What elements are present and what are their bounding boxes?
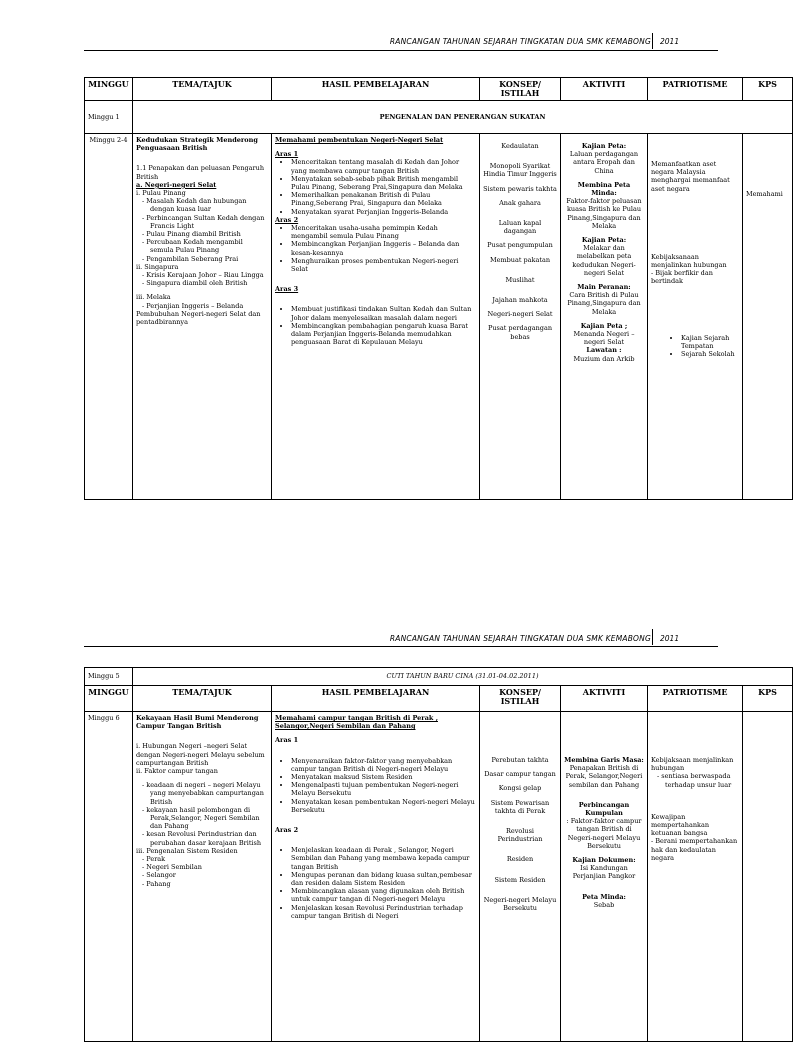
- list-item: • Menyatakan kesan pembentukan Negeri-negeri Melayu Bersekutu: [291, 798, 476, 814]
- tema-list: [136, 855, 268, 888]
- aktiviti-title: Perbincangan Kumpulan: [578, 800, 630, 818]
- list-item: • Mengenalpasti tujuan pembentukan Negeri-negeri Melayu Bersekutu: [291, 781, 476, 797]
- tema-cell: [133, 712, 272, 1042]
- aras-heading: Aras 3: [275, 285, 299, 294]
- table-row: [85, 134, 793, 500]
- patriotisme-text: Kebijaksanaan menjalinkan hubungan: [651, 252, 727, 270]
- aktiviti-cell: [561, 712, 648, 1042]
- aktiviti-title: Peta Minda:: [582, 892, 626, 901]
- week-cell: Minggu 1: [85, 101, 133, 134]
- col-header-konsep: KONSEP/ ISTILAH: [480, 686, 561, 712]
- tema-subheading: i. Pulau Pinang: [136, 189, 186, 198]
- col-header-kps: KPS: [743, 686, 793, 712]
- patriotisme-text: Memanfaatkan aset negara Malaysia menghargai memanfaat aset negara: [651, 160, 730, 193]
- konsep-item: Dasar campur tangan: [484, 770, 556, 779]
- list-item: - Perbincangan Sultan Kedah dengan Francis Light: [150, 214, 268, 230]
- table-header-row: [85, 78, 793, 101]
- list-item: • Membincangkan alasan yang digunakan oleh British untuk campur tangan di Negeri-negeri Melayu: [291, 887, 476, 903]
- tema-text: Pembubuhan Negeri-negeri Selat dan pentadbirannya: [136, 309, 261, 327]
- header-separator: [652, 33, 653, 49]
- col-header-patriotisme: PATRIOTISME: [648, 686, 743, 712]
- list-item: - Krisis Kerajaan Johor – Riau Lingga: [150, 271, 268, 279]
- list-item: - Percubaan Kedah mengambil semula Pulau Pinang: [150, 238, 268, 254]
- list-item: • Sejarah Sekolah: [681, 350, 739, 358]
- page-header-title: RANCANGAN TAHUNAN SEJARAH TINGKATAN DUA SMK KEMABONG: [389, 37, 651, 46]
- aktiviti-text: Faktor-faktor peluasan kuasa British ke Pulau Pinang,Singapura dan Melaka: [566, 197, 642, 230]
- hasil-list: [275, 846, 476, 920]
- aktiviti-title: Lawatan :: [586, 346, 622, 355]
- list-item: - Selangor: [150, 871, 268, 879]
- list-item: • Menceritakan usaha-usaha pemimpin Kedah mengambil semula Pulau Pinang: [291, 224, 476, 240]
- week-cell: Minggu 6: [85, 712, 133, 1042]
- konsep-item: Pusat perdagangan bebas: [487, 324, 553, 341]
- tema-subheading: ii. Singapura: [136, 262, 179, 271]
- aktiviti-text: Muzium dan Arkib: [573, 354, 635, 363]
- list-item: Tempatan: [681, 341, 714, 350]
- header-rule: [84, 50, 718, 51]
- list-item: • Menyatakan sebab-sebab pihak British mengambil Pulau Pinang, Seberang Prai,Singapura dan Melaka: [291, 175, 476, 191]
- kps-cell: [743, 134, 793, 500]
- list-item: • Kajian Sejarah: [681, 334, 739, 342]
- list-item: • Menjelaskan kesan Revolusi Perindustrian terhadap campur tangan British di Negeri: [291, 904, 476, 920]
- hasil-title: Memahami campur tangan British di Perak , Selangor,Negeri Sembilan dan Pahang: [275, 714, 438, 731]
- header-separator: [652, 629, 653, 645]
- patriotisme-cell: [648, 134, 743, 500]
- aktiviti-text: : Faktor-faktor campur tangan British di Negeri-negeri Melayu Bersekutu: [566, 817, 642, 850]
- table-row: [85, 101, 793, 134]
- tema-subheading: a. Negeri-negeri Selat: [136, 180, 217, 189]
- aktiviti-cell: [561, 134, 648, 500]
- tema-title: Kedudukan Strategik Menderong Penguasaan British: [136, 136, 258, 153]
- list-item: - sentiasa berwaspada terhadap unsur luar: [665, 772, 739, 788]
- tema-list: [136, 781, 268, 847]
- kps-cell: [743, 712, 793, 1042]
- col-header-aktiviti: AKTIVITI: [561, 686, 648, 712]
- aktiviti-text: Sebab: [593, 900, 615, 909]
- aras-heading: Aras 1: [275, 150, 299, 159]
- list-item: - Pulau Pinang diambil British: [150, 230, 268, 238]
- hasil-list: [275, 757, 476, 814]
- aktiviti-text: Cara British di Pulau Pinang,Singapura dan Melaka: [567, 291, 641, 316]
- aktiviti-text: Penapakan British di Perak, Selangor,Negeri sembilan dan Pahang: [565, 764, 643, 789]
- aktiviti-title: Kajian Peta:: [581, 236, 627, 245]
- list-item: • Mengupas peranan dan bidang kuasa sultan,pembesar dan residen dalam Sistem Residen: [291, 871, 476, 887]
- col-header-patriotisme: PATRIOTISME: [648, 78, 743, 101]
- konsep-item: Negeri-negeri Melayu Bersekutu: [483, 895, 557, 913]
- konsep-cell: [480, 134, 561, 500]
- hasil-list: [275, 305, 476, 346]
- banner-cell: CUTI TAHUN BARU CINA (31.01-04.02.2011): [133, 668, 793, 686]
- col-header-tema: TEMA/TAJUK: [133, 686, 272, 712]
- aktiviti-title: Kajian Dokumen:: [572, 856, 636, 865]
- aktiviti-text: Melakar dan melabelkan peta kedudukan Negeri-negeri Selat: [572, 244, 636, 277]
- list-item: • Memerihalkan penakanan British di Pulau Pinang,Seberang Prai, Singapura dan Melaka: [291, 191, 476, 207]
- list-item: - Perak: [150, 855, 268, 863]
- konsep-item: Residen: [506, 855, 534, 864]
- col-header-aktiviti: AKTIVITI: [561, 78, 648, 101]
- patriotisme-list: [651, 334, 739, 359]
- aras-heading: Aras 2: [275, 215, 299, 224]
- patriotisme-text: Kewajipan mempertahankan ketuanan bangsa: [651, 812, 710, 838]
- page-header-year: 2011: [660, 37, 680, 46]
- list-item: • Menghuraikan proses pembentukan Negeri-negeri Selat: [291, 257, 476, 273]
- konsep-item: Revolusi Perindustrian: [497, 827, 543, 844]
- konsep-item: Membuat pakatan: [489, 255, 551, 264]
- scheme-table-1: [84, 77, 793, 500]
- week-cell: Minggu 2-4: [85, 134, 133, 500]
- konsep-item: Negeri-negeri Selat: [487, 310, 553, 319]
- konsep-item: Sistem pewaris takhta: [483, 184, 557, 193]
- col-header-konsep: KONSEP/ ISTILAH: [480, 78, 561, 101]
- hasil-cell: [272, 712, 480, 1042]
- konsep-item: Anak gahara: [499, 198, 541, 207]
- tema-list: [136, 302, 268, 310]
- konsep-item: Perebutan takhta: [491, 756, 549, 764]
- tema-list: [136, 197, 268, 263]
- list-item: - Pahang: [150, 880, 268, 888]
- list-item: - Masalah Kedah dan hubungan dengan kuasa luar: [150, 197, 268, 213]
- aktiviti-title: Kajian Peta ;: [580, 321, 628, 330]
- list-item: - Singapura diambil oleh British: [150, 279, 268, 287]
- konsep-cell: [480, 712, 561, 1042]
- hasil-title: Memahami pembentukan Negeri-Negeri Selat: [275, 136, 444, 144]
- list-item: • Menyatakan maksud Sistem Residen: [291, 773, 476, 781]
- tema-subheading: 1.1 Penapakan dan peluasan Pengaruh British: [136, 164, 265, 181]
- list-item: - Negeri Sembilan: [150, 863, 268, 871]
- konsep-item: Monopoli Syarikat Hindia Timur Inggeris: [483, 162, 557, 179]
- aktiviti-title: Main Peranan:: [577, 283, 631, 292]
- konsep-item: Jajahan mahkota: [492, 296, 548, 305]
- table-row: [85, 668, 793, 686]
- col-header-hasil: HASIL PEMBELAJARAN: [272, 686, 480, 712]
- patriotisme-cell: [648, 712, 743, 1042]
- aktiviti-title: Kajian Peta:: [581, 142, 627, 150]
- aktiviti-text: Isi Kandungan Perjanjian Pangkor: [572, 864, 636, 881]
- page-header-title: RANCANGAN TAHUNAN SEJARAH TINGKATAN DUA SMK KEMABONG: [389, 634, 651, 643]
- list-item: - Perjanjian Inggeris – Belanda: [150, 302, 268, 310]
- col-header-tema: TEMA/TAJUK: [133, 78, 272, 101]
- konsep-item: Kongsi gelap: [498, 784, 542, 793]
- tema-cell: [133, 134, 272, 500]
- patriotisme-text: Kebijaksaan menjalinkan hubungan: [651, 756, 734, 773]
- list-item: • Menyenaraikan faktor-faktor yang menyebabkan campur tangan British di Negeri-negeri Melayu: [291, 757, 476, 773]
- hasil-cell: [272, 134, 480, 500]
- list-item: • Menceritakan tentang masalah di Kedah dan Johor yang membawa campur tangan British: [291, 158, 476, 174]
- kps-text: Memahami: [746, 190, 783, 198]
- banner-cell: PENGENALAN DAN PENERANGAN SUKATAN: [133, 101, 793, 134]
- table-header-row: [85, 686, 793, 712]
- list-item: • Menyatakan syarat Perjanjian Inggeris-Belanda: [291, 208, 476, 216]
- aktiviti-title: Membina Peta Minda:: [577, 180, 631, 198]
- list-item: • Menjelaskan keadaan di Perak , Selangor, Negeri Sembilan dan Pahang yang membawa kepada campur tangan British: [291, 846, 476, 871]
- patriotisme-text: - Berani mempertahankan hak dan kedaulatan negara: [651, 837, 738, 862]
- patriotisme-text: - Bijak berfikir dan bertindak: [651, 269, 713, 286]
- tema-title: Kekayaan Hasil Bumi Menderong Campur Tangan British: [136, 714, 259, 731]
- aktiviti-text: Menanda Negeri – negeri Selat: [573, 330, 635, 347]
- hasil-list: [275, 158, 476, 215]
- aktiviti-text: Laluan perdagangan antara Eropah dan China: [569, 150, 639, 175]
- konsep-item: Sistem Residen: [494, 875, 546, 884]
- hasil-list: [275, 224, 476, 273]
- aras-heading: Aras 1: [275, 736, 299, 745]
- aras-heading: Aras 2: [275, 826, 299, 835]
- konsep-item: Sistem Pewarisan takhta di Perak: [490, 798, 550, 815]
- list-item: - Pengambilan Seberang Prai: [150, 255, 268, 263]
- konsep-item: Kedaulatan: [501, 142, 539, 150]
- scheme-table-2: [84, 667, 793, 1042]
- list-item: - kekayaan hasil pelombongan di Perak,Selangor, Negeri Sembilan dan Pahang: [150, 806, 268, 831]
- tema-list: [136, 271, 268, 287]
- week-cell: Minggu 5: [85, 668, 133, 686]
- header-rule: [84, 646, 718, 647]
- page-header-year: 2011: [660, 634, 680, 643]
- col-header-minggu: MINGGU: [85, 686, 133, 712]
- patriotisme-list: [651, 772, 739, 788]
- konsep-item: Laluan kapal dagangan: [498, 219, 542, 236]
- col-header-hasil: HASIL PEMBELAJARAN: [272, 78, 480, 101]
- tema-subheading: ii. Faktor campur tangan: [136, 767, 218, 776]
- konsep-item: Muslihat: [505, 275, 535, 284]
- list-item: - kesan Revolusi Perindustrian dan perubahan dasar kerajaan British: [150, 830, 268, 846]
- tema-subheading: iii. Pengenalan Sistem Residen: [136, 846, 238, 855]
- table-row: [85, 712, 793, 1042]
- col-header-minggu: MINGGU: [85, 78, 133, 101]
- col-header-kps: KPS: [743, 78, 793, 101]
- konsep-item: Pusat pengumpulan: [487, 241, 553, 250]
- aktiviti-title: Membina Garis Masa:: [564, 756, 644, 764]
- list-item: • Membincangkan Perjanjian Inggeris – Belanda dan kesan-kesannya: [291, 240, 476, 256]
- list-item: • Membuat justifikasi tindakan Sultan Kedah dan Sultan Johor dalam menyelesaikan masalah dalam negeri: [291, 305, 476, 321]
- list-item: - keadaan di negeri – negeri Melayu yang menyebabkan campurtangan British: [150, 781, 268, 806]
- tema-subheading: i. Hubungan Negeri –negeri Selat dengan Negeri-negeri Melayu sebelum campurtangan British: [136, 742, 265, 767]
- tema-subheading: iii. Melaka: [136, 293, 171, 302]
- list-item: • Membincangkan pembahagian pengaruh kuasa Barat dalam Perjanjian Inggeris-Belanda memudahkan penguasaan Barat di Kepulauan Melayu: [291, 322, 476, 347]
